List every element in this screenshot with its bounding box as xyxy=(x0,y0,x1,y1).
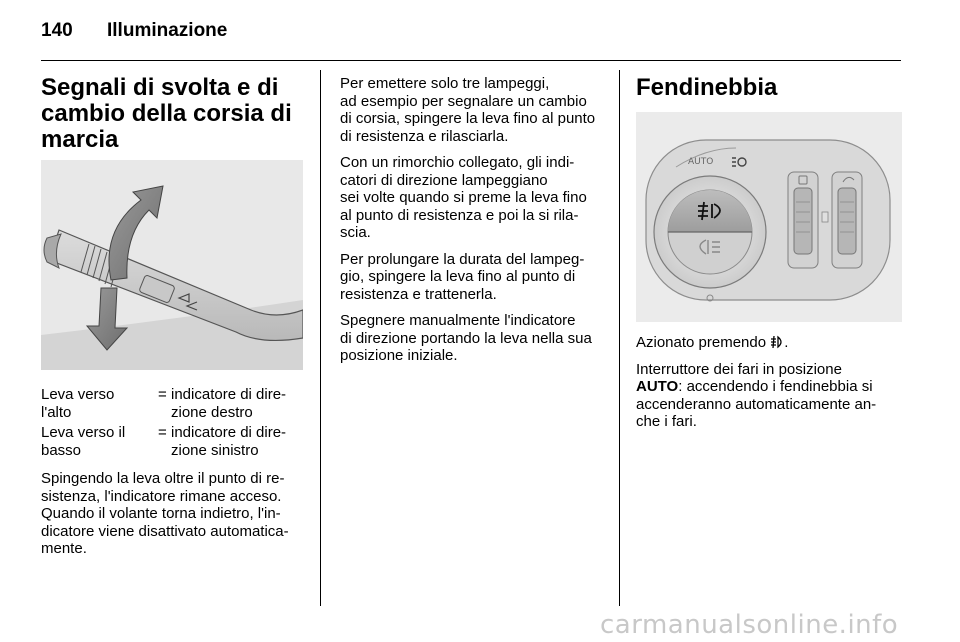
paragraph xyxy=(636,361,902,431)
text-line: al punto di resistenza e poi la si rila- xyxy=(340,206,579,224)
text-line: Quando il volante torna indietro, l'in- xyxy=(41,505,281,522)
column-1 xyxy=(41,75,303,153)
page-header xyxy=(41,20,901,44)
text-line: catori di direzione lampeggiano xyxy=(340,171,548,189)
text-line: Interruttore dei fari in posizione xyxy=(636,360,842,378)
lever-drawing xyxy=(41,160,303,370)
front-fog-light-icon xyxy=(770,335,784,349)
term-line: basso xyxy=(41,441,82,459)
term-line: Leva verso xyxy=(41,386,115,403)
term-line: Leva verso il xyxy=(41,424,126,441)
text-line: gio, spingere la leva fino al punto di xyxy=(340,268,576,285)
term-line: l'alto xyxy=(41,403,72,421)
paragraph xyxy=(340,75,602,145)
text-line: di direzione portando la leva nella sua xyxy=(340,329,592,347)
definition-separator: = xyxy=(158,386,167,403)
definition-description xyxy=(171,386,305,421)
heading-line: cambio della corsia di xyxy=(41,100,292,127)
definition-row xyxy=(41,386,303,424)
paragraph xyxy=(636,334,902,352)
desc-line: zione destro xyxy=(171,403,253,421)
column-divider xyxy=(320,70,321,606)
desc-line: indicatore di dire- xyxy=(171,386,287,403)
heading-line: marcia xyxy=(41,126,119,153)
text-line: Per prolungare la durata del lampeg- xyxy=(340,250,585,268)
column-divider xyxy=(619,70,620,606)
text-line: Per emettere solo tre lampeggi, xyxy=(340,75,550,92)
auto-keyword: AUTO xyxy=(636,378,679,395)
turn-signal-heading xyxy=(41,75,303,153)
definition-description xyxy=(171,424,305,459)
fog-paragraphs xyxy=(636,334,902,440)
definition-term xyxy=(41,424,159,459)
auto-label: AUTO xyxy=(688,157,714,167)
light-switch-fog-illustration xyxy=(636,112,902,322)
text-line: dicatore viene disattivato automatica- xyxy=(41,522,289,540)
desc-line: zione sinistro xyxy=(171,441,259,459)
text-line: Spingendo la leva oltre il punto di re- xyxy=(41,470,285,487)
text-line: che i fari. xyxy=(636,413,697,430)
section-title: Illuminazione xyxy=(107,20,228,41)
lever-definitions xyxy=(41,386,303,462)
text-line: Spegnere manualmente l'indicatore xyxy=(340,312,576,329)
definition-row xyxy=(41,424,303,462)
heading-line: Segnali di svolta e di xyxy=(41,74,279,101)
text-line: scia. xyxy=(340,224,371,241)
paragraph xyxy=(340,154,602,242)
text-line: Con un rimorchio collegato, gli indi- xyxy=(340,154,575,171)
definition-separator: = xyxy=(158,424,167,441)
turn-signal-lever-illustration xyxy=(41,160,303,370)
text-line: sei volte quando si preme la leva fino xyxy=(340,189,587,206)
fog-switch-drawing xyxy=(636,112,902,322)
pressed-text: Azionato premendo xyxy=(636,334,767,351)
column-3 xyxy=(636,75,902,101)
page-number: 140 xyxy=(41,20,73,41)
fog-heading: Fendinebbia xyxy=(636,74,778,101)
text-line: sistenza, l'indicatore rimane acceso. xyxy=(41,487,282,505)
text-line: posizione iniziale. xyxy=(340,347,458,364)
text-line: mente. xyxy=(41,540,87,557)
paragraph xyxy=(340,251,602,304)
text-line: resistenza e trattenerla. xyxy=(340,285,497,303)
pressed-end: . xyxy=(784,334,789,351)
watermark: carmanualsonline.info xyxy=(600,610,899,640)
text-line: accenderanno automaticamente an- xyxy=(636,395,877,413)
turn-signal-paragraph xyxy=(41,470,305,567)
header-divider xyxy=(41,60,901,61)
column-2 xyxy=(340,75,602,374)
text-line: ad esempio per segnalare un cambio xyxy=(340,92,587,110)
text-line: di corsia, spingere la leva fino al punto xyxy=(340,110,596,127)
desc-line: indicatore di dire- xyxy=(171,424,287,441)
paragraph xyxy=(340,312,602,365)
definition-term xyxy=(41,386,159,421)
text-line: di resistenza e rilasciarla. xyxy=(340,127,509,145)
text-line: : accendendo i fendinebbia si xyxy=(678,378,873,395)
paragraph xyxy=(41,470,305,558)
